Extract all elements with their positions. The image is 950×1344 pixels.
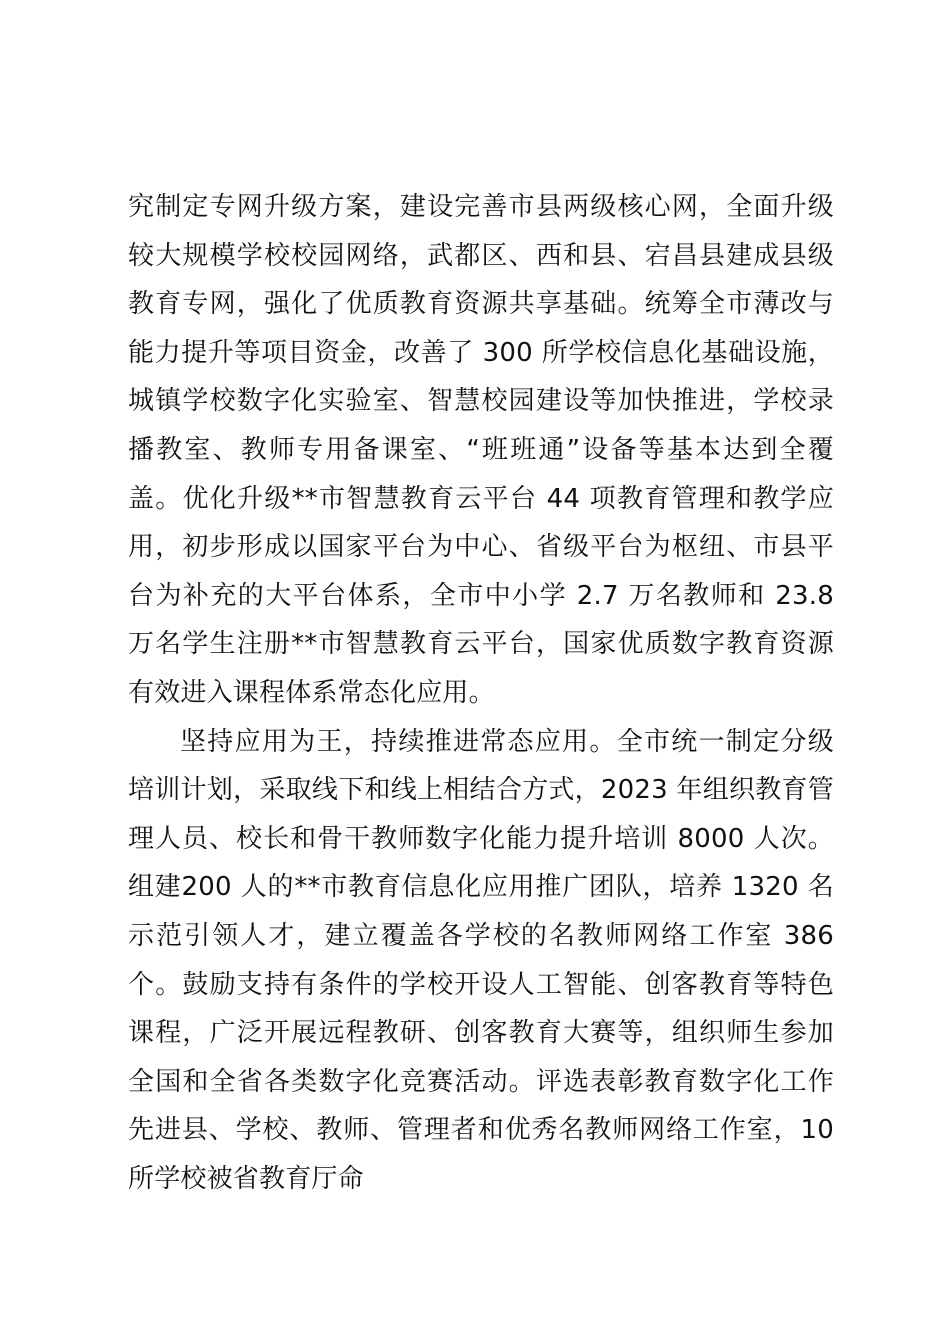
paragraph-application: 坚持应用为王，持续推进常态应用。全市统一制定分级培训计划，采取线下和线上相结合方式，2023 年组织教育管理人员、校长和骨干教师数字化能力提升培训 8000 人次。组建200 人的**市教育信息化应用推广团队，培养 1320 名示范引领人才，建立覆盖各学校的名教师网络工作室 386 个。鼓励支持有条件的学校开设人工智能、创客教育等特色课程，广泛开展远程教研、创客教育大赛等，组织师生参加全国和全省各类数字化竞赛活动。评选表彰教育数字化工作先进县、学校、教师、管理者和优秀名教师网络工作室，10 所学校被省教育厅命 <box>128 726 834 1194</box>
document-body <box>128 183 834 1203</box>
paragraph-continuation: 究制定专网升级方案，建设完善市县两级核心网，全面升级较大规模学校校园网络，武都区、西和县、宕昌县建成县级教育专网，强化了优质教育资源共享基础。统筹全市薄改与能力提升等项目资金，改善了 300 所学校信息化基础设施，城镇学校数字化实验室、智慧校园建设等加快推进，学校录播教室、教师专用备课室、“班班通”设备等基本达到全覆盖。优化升级**市智慧教育云平台 44 项教育管理和教学应用，初步形成以国家平台为中心、省级平台为枢纽、市县平台为补充的大平台体系，全市中小学 2.7 万名教师和 23.8 万名学生注册**市智慧教育云平台，国家优质数字教育资源有效进入课程体系常态化应用。 <box>128 192 834 708</box>
